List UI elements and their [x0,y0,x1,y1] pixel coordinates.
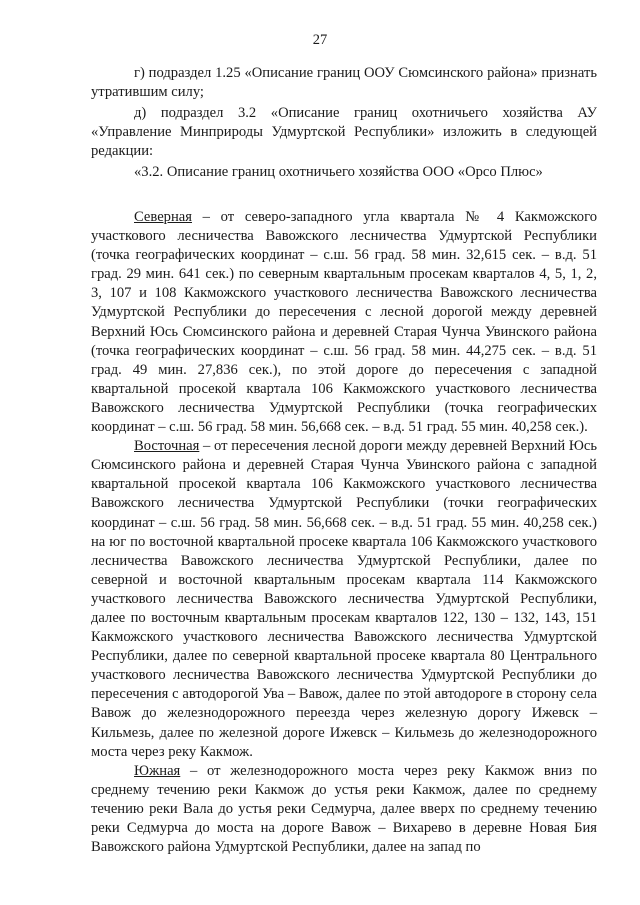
page-number: 27 [312,32,328,48]
north-border-paragraph [91,208,597,437]
south-border-paragraph [91,762,597,857]
item-d-paragraph: д) подраздел 3.2 «Описание границ охотничьего хозяйства АУ «Управление Минприроды Удмуртской Республики» изложить в следующей редакции: [91,105,597,160]
south-border-text: – от железнодорожного моста через реку Какмож вниз по среднему течению реки Какмож до устья реки Какмож, далее по среднему течению реки Вала до устья реки Седмурча, далее вверх по среднему течению реки Седмурча до моста на дороге Вавож – Вихарево в деревне Новая Бия Вавожского района Удмуртской Республики, далее на запад по [91,762,597,856]
east-border-text: – от пересечения лесной дороги между деревней Верхний Юсь Сюмсинского района и деревней Старая Чунча Увинского района с западной квартальной просекой квартала 106 Какможского участкового лесничества Вавожского лесничества Удмуртской Республики (точки географических координат – с.ш. 56 град. 58 мин. 56,668 сек. – в.д. 51 град. 55 мин. 40,258 сек.) на юг по восточной квартальной просеке квартала 106 Какможского участкового лесничества Вавожского лесничества Удмуртской Республики, далее по северной и восточной квартальным просекам квартала 114 Какможского участкового лесничества Вавожского лесничества Удмуртской Республики, далее по восточным квартальным просекам кварталов 122, 130 – 132, 143, 151 Какможского участкового лесничества Вавожского лесничества Удмуртской Республики, далее по северной квартальной просеке квартала 80 Центрального участкового лесничества Вавожского лесничества Удмуртской Республики до пересечения с автодорогой Ува – Вавож, далее по этой автодороге в сторону села Вавож до железнодорожного переезда через железную дорогу Ижевск – Кильмезь, далее по железной дороге Ижевск – Кильмезь до железнодорожного моста через реку Какмож. [91,438,597,760]
north-border-text: – от северо-западного угла квартала № 4 Какможского участкового лесничества Вавожского лесничества Удмуртской Республики (точка географических координат – с.ш. 56 град. 58 мин. 32,615 сек. – в.д. 51 град. 29 мин. 641 сек.) по северным квартальным просекам кварталов 4, 5, 1, 2, 3, 107 и 108 Какможского участкового лесничества Вавожского лесничества Удмуртской Республики до пересечения с лесной дорогой между деревней Верхний Юсь Сюмсинского района и деревней Старая Чунча Увинского района (точка географических координат – с.ш. 56 град. 58 мин. 44,275 сек. – в.д. 51 град. 49 мин. 27,836 сек.), по этой дороге до пересечения с западной квартальной просекой квартала 106 Какможского участкового лесничества Вавожского лесничества Удмуртской Республики (точка географических координат – с.ш. 56 град. 58 мин. 56,668 сек. – в.д. 51 град. 55 мин. 40,258 сек.). [91,209,597,436]
south-border-label: Южная [134,762,181,779]
east-border-paragraph [91,437,597,762]
section-heading: «3.2. Описание границ охотничьего хозяйства ООО «Орсо Плюс» [134,164,543,181]
intro-section [91,64,597,183]
item-g-paragraph: г) подраздел 1.25 «Описание границ ООУ Сюмсинского района» признать утратившим силу; [91,65,597,101]
east-border-label: Восточная [134,438,200,455]
borders-section [91,208,597,857]
north-border-label: Северная [134,209,192,225]
